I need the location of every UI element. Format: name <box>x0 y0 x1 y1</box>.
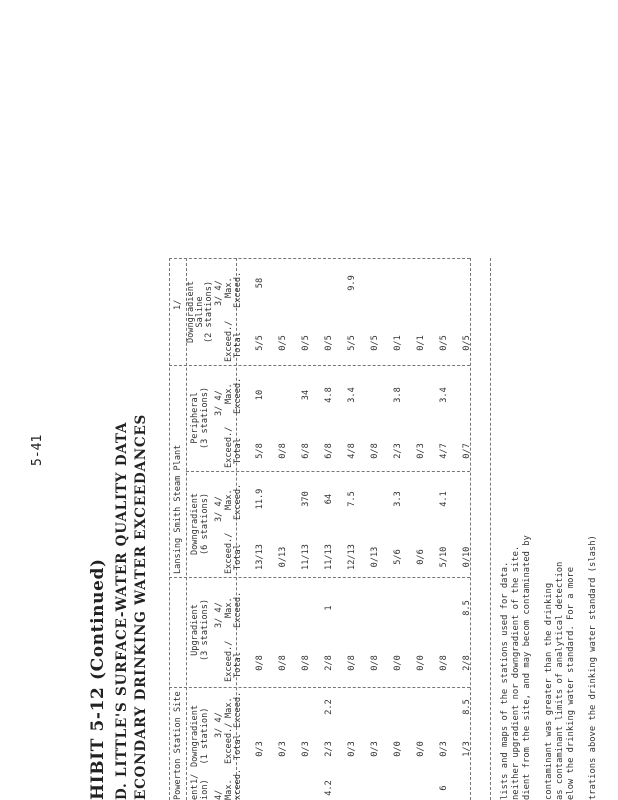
table-cell: 0/8 <box>301 655 311 671</box>
table-cell: 4.1 <box>439 491 449 507</box>
table-cell: 0/10 <box>462 546 472 568</box>
table-cell: 1 <box>324 605 334 611</box>
table-divider <box>169 258 470 259</box>
table-cell: 0/3 <box>439 741 449 757</box>
table-cell: 0/6 <box>416 549 426 565</box>
col-header: Max. <box>224 597 234 618</box>
footnote-marker: 3/ 4/ <box>214 390 224 416</box>
site-header-lansing: Lansing Smith Steam Plant <box>173 444 183 574</box>
table-cell: 0/5 <box>439 335 449 351</box>
group-header: (3 stations) <box>200 598 210 662</box>
table-cell: 6/8 <box>324 443 334 459</box>
note-line: contaminant was greater than the drinking <box>544 582 554 800</box>
table-cell: 0/3 <box>416 443 426 459</box>
col-header: xceed. <box>233 768 243 800</box>
col-header: Exceed. <box>233 271 243 308</box>
table-cell: 6 <box>439 785 449 791</box>
footnote-marker: 1/ <box>173 299 183 310</box>
table-cell: 12/13 <box>347 544 357 570</box>
table-cell: 11.9 <box>255 488 265 510</box>
table-cell: 0/0 <box>416 655 426 671</box>
table-cell: 9.9 <box>347 275 357 291</box>
table-divider <box>169 687 470 688</box>
table-cell: 0/13 <box>278 546 288 568</box>
table-divider <box>169 577 470 578</box>
table-cell: 6/8 <box>301 443 311 459</box>
col-header: Exceed./ <box>224 320 234 362</box>
table-cell: 0/5 <box>301 335 311 351</box>
table-cell: 0/5 <box>462 335 472 351</box>
group-header: Downgradient <box>186 280 196 344</box>
note-line: dient from the site, and may becom contaminated by <box>522 535 532 800</box>
table-cell: 1/3 <box>462 741 472 757</box>
col-header: Total <box>233 652 243 678</box>
col-header: Max. <box>224 697 234 718</box>
exhibit-title: HIBIT 5-12 (Continued) <box>88 558 108 800</box>
table-cell: 58 <box>255 277 265 289</box>
group-header: (2 stations) <box>204 280 214 344</box>
table-cell: 0/8 <box>347 655 357 671</box>
footnote-marker: 3/ 4/ <box>214 712 224 738</box>
col-header: Max. <box>224 277 234 298</box>
table-cell: 10 <box>255 389 265 401</box>
table-cell: 0/8 <box>278 655 288 671</box>
col-header: Exceed. <box>233 377 243 414</box>
table-cell: 5/5 <box>255 335 265 351</box>
footnote-marker: 3/ 4/ <box>214 496 224 522</box>
col-header: Max. <box>224 383 234 404</box>
group-header: Upgradient <box>190 604 200 656</box>
table-cell: 8.5 <box>462 699 472 715</box>
group-header: Peripheral <box>190 392 200 444</box>
table-cell: 0/5 <box>278 335 288 351</box>
footnote-marker: 4/ <box>214 789 224 800</box>
table-cell: 0/3 <box>370 741 380 757</box>
table-cell: 2.2 <box>324 699 334 715</box>
table-cell: 13/13 <box>255 544 265 570</box>
table-cell: 0/3 <box>347 741 357 757</box>
table-cell: 11/13 <box>301 544 311 570</box>
table-cell: 0/13 <box>370 546 380 568</box>
col-header: Exceed. <box>233 691 243 728</box>
table-cell: 0/1 <box>393 335 403 351</box>
table-cell: 11/13 <box>324 544 334 570</box>
group-header: Saline <box>195 296 205 328</box>
footnote-marker: 1/ <box>190 773 200 784</box>
table-cell: 4.2 <box>324 780 334 796</box>
note-line: elow the drinking water standard. For a more <box>566 566 576 800</box>
table-cell: 2/8 <box>462 655 472 671</box>
group-header: Downgradient <box>190 492 200 556</box>
col-header: Total <box>233 734 243 760</box>
group-header: (3 stations) <box>200 386 210 450</box>
table-cell: 5/10 <box>439 546 449 568</box>
note-line: neither upgradient nor downgradient of the site. <box>511 545 521 800</box>
table-cell: 34 <box>301 389 311 401</box>
col-header: Total <box>233 544 243 570</box>
col-header: Exceed./ <box>224 532 234 574</box>
col-header: Total <box>233 332 243 358</box>
table-cell: 5/8 <box>255 443 265 459</box>
table-cell: 0/0 <box>416 741 426 757</box>
table-cell: 7.5 <box>347 491 357 507</box>
table-rule <box>169 258 170 800</box>
table-cell: 0/5 <box>324 335 334 351</box>
note-line: as contaminant limits of analytical detection <box>555 561 565 800</box>
table-cell: 4.8 <box>324 387 334 403</box>
table-cell: 2/8 <box>324 655 334 671</box>
table-cell: 0/1 <box>416 335 426 351</box>
col-header: Exceed./ <box>224 722 234 764</box>
exhibit-subtitle-1: D. LITTLE'S SURFACE-WATER QUALITY DATA <box>114 421 130 800</box>
table-cell: 0/3 <box>255 741 265 757</box>
table-cell: 2/3 <box>324 741 334 757</box>
table-divider <box>169 365 470 366</box>
table-divider <box>186 471 470 472</box>
col-header: Exceed. <box>233 591 243 628</box>
group-header: (1 station) <box>200 707 210 765</box>
table-cell: 8.5 <box>462 600 472 616</box>
table-cell: 3.4 <box>439 387 449 403</box>
page-number: 5-41 <box>30 434 45 466</box>
table-cell: 0/0 <box>393 655 403 671</box>
exhibit-subtitle-2: ECONDARY DRINKING WATER EXCEEDANCES <box>133 413 149 800</box>
table-cell: 370 <box>301 491 311 507</box>
table-cell: 0/8 <box>255 655 265 671</box>
footnote-marker: 3/ 4/ <box>214 602 224 628</box>
site-header-powerton: Powerton Station Site <box>173 691 183 800</box>
note-line: trations above the drinking water standard (slash) <box>588 535 598 800</box>
footnote-marker: 3/ 4/ <box>214 280 224 306</box>
table-rule <box>490 258 491 800</box>
table-cell: 0/0 <box>393 741 403 757</box>
note-line: lists and maps of the stations used for data. <box>500 561 510 800</box>
table-cell: 0/8 <box>370 655 380 671</box>
group-header: ent <box>190 784 200 800</box>
table-cell: 5/6 <box>393 549 403 565</box>
group-header: ion) <box>200 779 210 800</box>
col-header: Exceed./ <box>224 426 234 468</box>
col-header: Max. <box>224 779 234 800</box>
table-cell: 0/3 <box>301 741 311 757</box>
col-header: Total <box>233 438 243 464</box>
table-cell: 0/7 <box>462 443 472 459</box>
table-cell: 3.4 <box>347 387 357 403</box>
table-cell: 0/8 <box>278 443 288 459</box>
group-header: (6 stations) <box>200 492 210 556</box>
col-header: Exceed. <box>233 483 243 520</box>
col-header: Exceed./ <box>224 640 234 682</box>
table-cell: 0/8 <box>370 443 380 459</box>
table-cell: 64 <box>324 493 334 505</box>
table-cell: 4/7 <box>439 443 449 459</box>
table-cell: 4/8 <box>347 443 357 459</box>
table-cell: 3.3 <box>393 491 403 507</box>
table-cell: 0/8 <box>439 655 449 671</box>
table-cell: 2/3 <box>393 443 403 459</box>
table-cell: 3.8 <box>393 387 403 403</box>
group-header: Downgradient <box>190 704 200 768</box>
table-cell: 0/3 <box>278 741 288 757</box>
table-cell: 0/5 <box>370 335 380 351</box>
table-cell: 5/5 <box>347 335 357 351</box>
col-header: Max. <box>224 489 234 510</box>
